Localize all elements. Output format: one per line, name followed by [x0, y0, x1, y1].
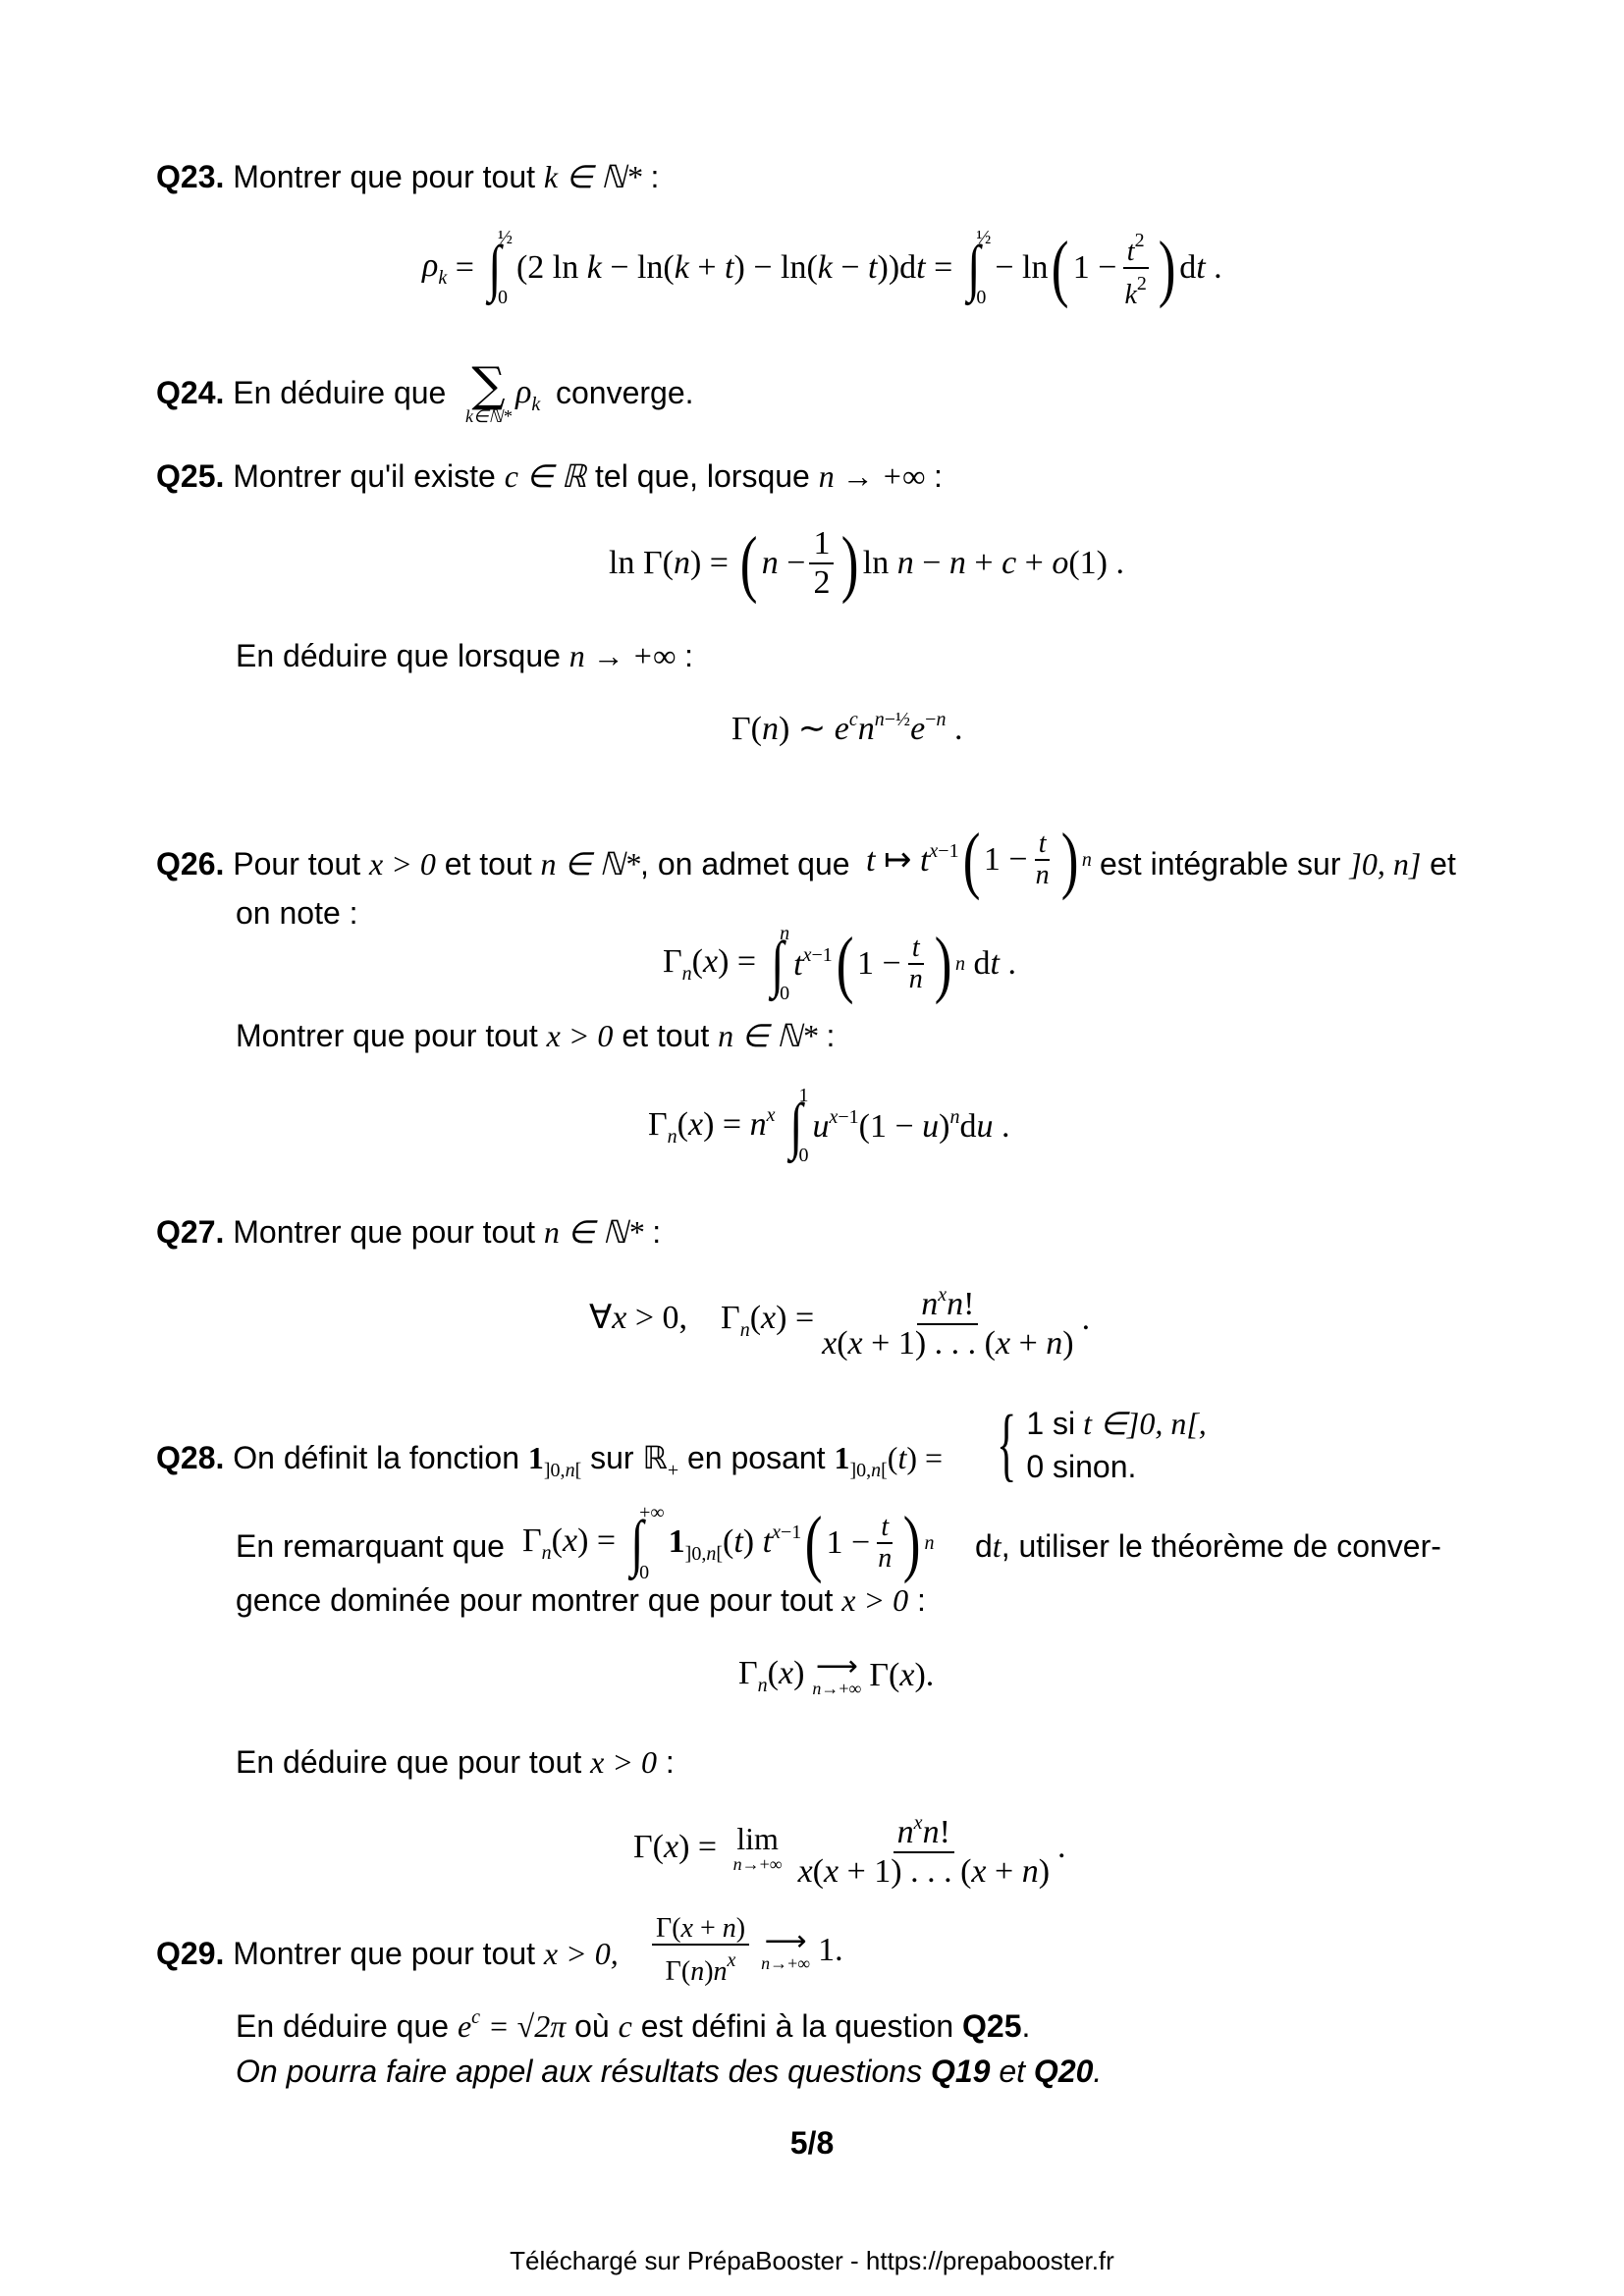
footer: Téléchargé sur PrépaBooster - https://prepabooster.fr: [510, 2246, 1114, 2275]
q25-statement: Q25. Montrer qu'il existe c ∈ ℝ tel que, lorsque n → +∞ :: [156, 458, 943, 494]
q28-gauss-formula: Γ(x) = lim n→+∞ $\frac{n^xn!}{x(x + 1) . . . (x + n)}$ .: [633, 1804, 1066, 1891]
q26-map: t ↦ $t^{x-1}$ ( 1 − $\frac{t}{n}$ ) n: [866, 819, 1092, 901]
q25-deduce: En déduire que lorsque n → +∞ :: [236, 638, 693, 673]
q25-equivalent: Γ(n) ∼ $e^cn^{n-\frac{1}{2}}e^{-n}$ .: [731, 709, 963, 747]
q29-hint: On pourra faire appel aux résultats des questions Q19 et Q20.: [236, 2054, 1103, 2089]
q24-statement: Q24. En déduire que: [156, 375, 447, 410]
q28-cases: { 1 si t ∈]0, n[, 0 sinon.: [997, 1399, 1207, 1490]
q29-deduce: En déduire que $e^c = √2\pi$ où c est défini à la question Q25.: [236, 2006, 1031, 2044]
q23-text: Montrer que pour tout: [233, 159, 535, 194]
q23-cond: k ∈ ℕ*: [543, 159, 642, 194]
q23-equation: $\rho_k$ = ∫ ½ 0 (2 ln k − ln(k + t) − ln(k − t))dt = ∫ ½ 0 − ln ( 1 − $\frac{t^2}{k^2}$ ) dt .: [422, 227, 1222, 310]
q23-statement: Q23. Montrer que pour tout k ∈ ℕ* :: [156, 159, 660, 194]
q26-show: Montrer que pour tout x > 0 et tout n ∈ ℕ* :: [236, 1018, 836, 1053]
q28-limit: $\Gamma_n(x)$ ⟶ n→+∞ Γ(x).: [738, 1650, 935, 1698]
q27-statement: Q27. Montrer que pour tout n ∈ ℕ* :: [156, 1214, 662, 1250]
q25-equation: ln Γ(n) = ( n − $\frac{1}{2}$ ) ln n − n + c + o(1) .: [609, 522, 1125, 605]
q26-change-var: $\Gamma_n(x) = n^x$ ∫ 1 0 $u^{x-1}(1 - u)^ndu$ .: [648, 1085, 1010, 1166]
q26-gamma-n: $\Gamma_n(x)$ = ∫ n 0 $t^{x-1}$ ( 1 − $\frac{t}{n}$ ) n dt .: [663, 923, 1016, 1005]
q27-equation: ∀x > 0, $\Gamma_n(x)$ = $\frac{n^xn!}{x(x + 1) . . . (x + n)}$ .: [589, 1276, 1090, 1362]
q26-statement: Q26. Pour tout x > 0 et tout n ∈ ℕ*, on admet que: [156, 846, 850, 881]
q24-sum: ∑ k∈ℕ* $\rho_k$: [465, 357, 541, 426]
q28-remark: En remarquant que: [236, 1528, 505, 1564]
page-number: 5/8: [789, 2125, 835, 2161]
q28-integral: $\Gamma_n(x)$ = ∫ +∞ 0 $1_{]0,n[}(t)$ $t^{x-1}$ ( 1 − $\frac{t}{n}$ ) n: [522, 1502, 935, 1584]
q29-statement: Q29. Montrer que pour tout x > 0,: [156, 1936, 619, 1971]
q29-limit: $\frac{\Gamma(x + n)}{\Gamma(n)n^x}$ ⟶ n→+∞ 1.: [648, 1914, 843, 1987]
q23-label: Q23.: [156, 159, 225, 194]
q28-statement: Q28. On définit la fonction $1_{]0,n[}$ sur ℝ$_+$ en posant $1_{]0,n[}(t)$ =: [156, 1440, 944, 1481]
